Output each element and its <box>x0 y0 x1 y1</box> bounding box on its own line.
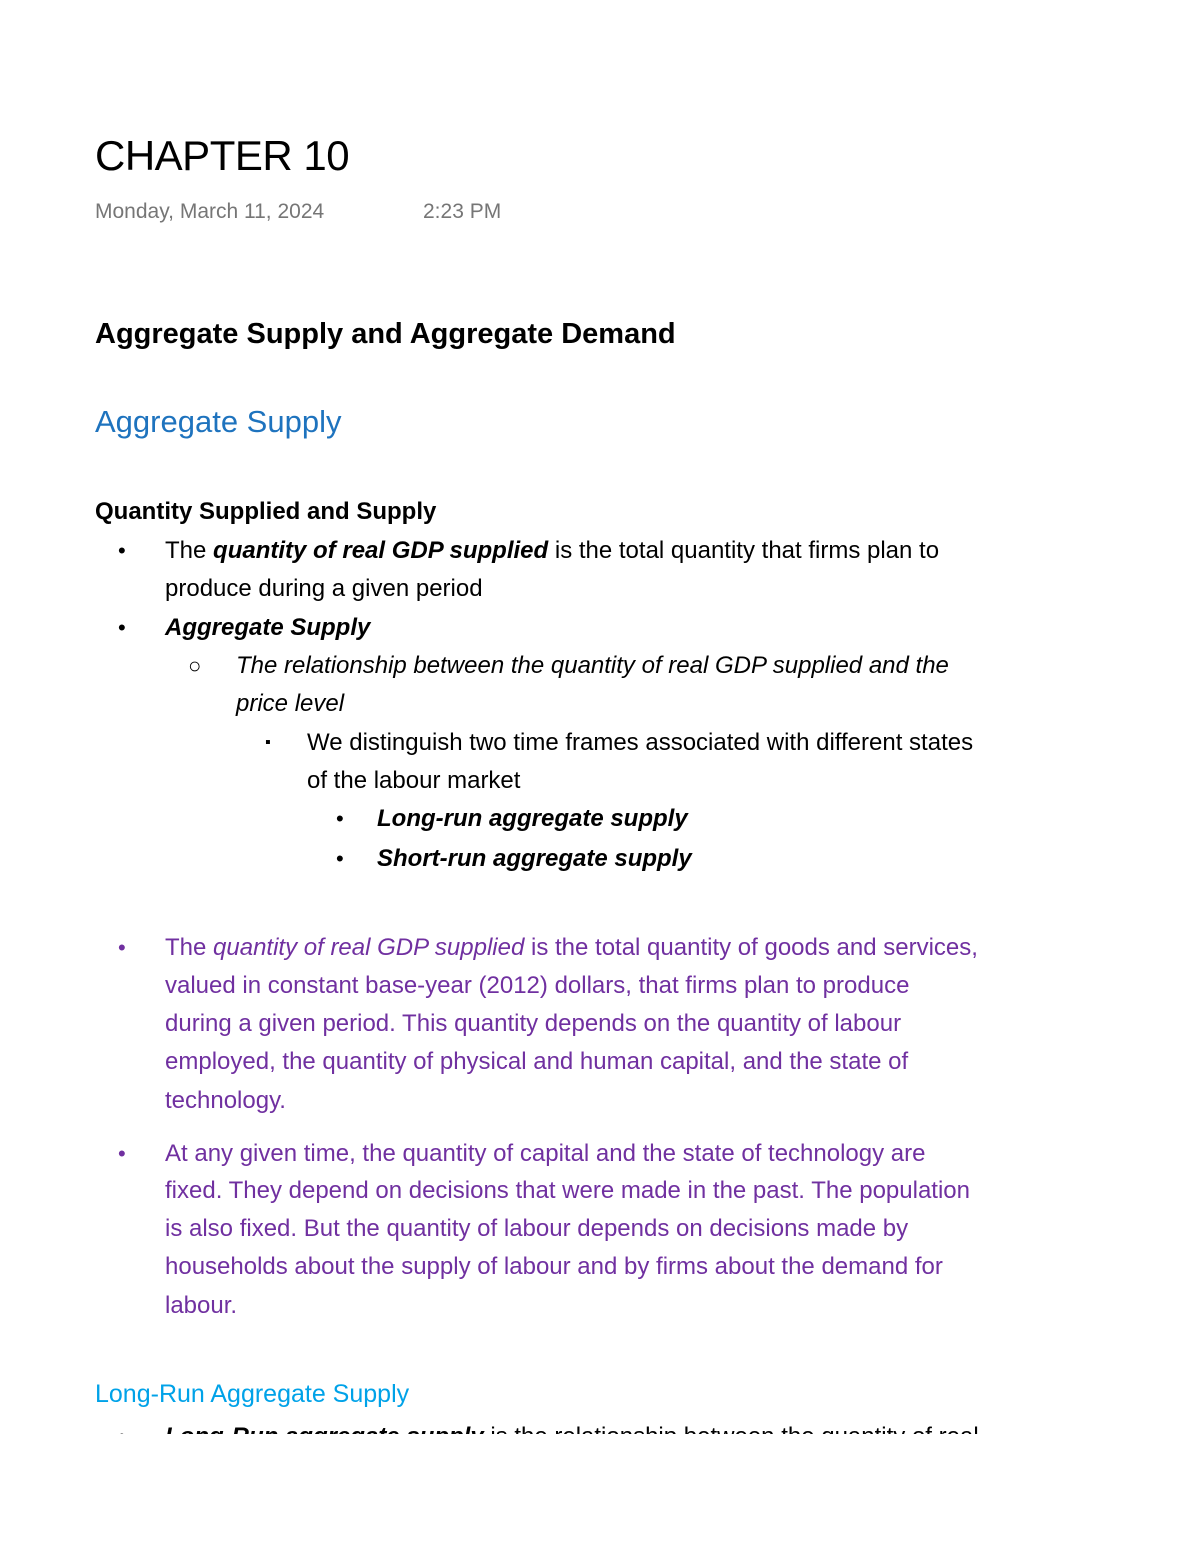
bullet-dot-icon: • <box>336 846 344 871</box>
main-heading: Aggregate Supply and Aggregate Demand <box>95 318 676 350</box>
page-meta <box>95 200 502 224</box>
purple-paragraph-line: valued in constant base-year (2012) dollars, that firms plan to produce <box>165 972 910 999</box>
bullet-dot-icon: • <box>118 538 126 563</box>
sub-bullet-continuation: price level <box>236 690 345 717</box>
purple-paragraph-line <box>165 929 978 967</box>
bullet-item-continuation: produce during a given period <box>165 575 483 602</box>
bullet-dot-icon: • <box>336 806 344 831</box>
bullet-item-quantity-supplied <box>165 532 939 570</box>
subsection-heading: Quantity Supplied and Supply <box>95 498 437 525</box>
text-segment: is the total quantity that firms plan to <box>548 537 940 564</box>
purple-paragraph-line: households about the supply of labour and by firms about the demand for <box>165 1253 943 1280</box>
text-segment: The <box>165 934 214 961</box>
purple-paragraph-line: during a given period. This quantity depends on the quantity of labour <box>165 1010 902 1037</box>
sub-bullet-definition: The relationship between the quantity of real GDP supplied and the <box>236 652 949 679</box>
purple-paragraph-line: fixed. They depend on decisions that were made in the past. The population <box>165 1177 970 1204</box>
bullet-dot-icon: • <box>118 935 126 960</box>
bullet-item-aggregate-supply: Aggregate Supply <box>165 614 371 641</box>
purple-paragraph-line: technology. <box>165 1087 286 1114</box>
purple-paragraph-line: employed, the quantity of physical and human capital, and the state of <box>165 1048 909 1075</box>
bullet-item-long-run: Long-run aggregate supply <box>377 805 688 832</box>
purple-paragraph-line: is also fixed. But the quantity of labour depends on decisions made by <box>165 1215 909 1242</box>
purple-paragraph-line: labour. <box>165 1292 238 1319</box>
text-segment: The <box>165 537 214 564</box>
page-bottom-cutoff <box>0 1434 1200 1553</box>
square-bullet-icon: ▪ <box>265 734 271 751</box>
purple-paragraph-line: At any given time, the quantity of capital and the state of technology are <box>165 1140 926 1167</box>
section-heading-aggregate-supply: Aggregate Supply <box>95 404 342 439</box>
page-title: CHAPTER 10 <box>95 132 350 179</box>
bullet-item-short-run: Short-run aggregate supply <box>377 845 692 872</box>
sub-sub-bullet-time-frames: We distinguish two time frames associated with different states <box>307 729 974 756</box>
bullet-dot-icon: • <box>118 615 126 640</box>
section-heading-long-run: Long-Run Aggregate Supply <box>95 1380 410 1408</box>
page-date: Monday, March 11, 2024 <box>95 200 325 223</box>
emphasis-term: quantity of real GDP supplied <box>213 934 525 961</box>
sub-sub-bullet-continuation: of the labour market <box>307 767 521 794</box>
bullet-dot-icon: • <box>118 1141 126 1166</box>
page-time: 2:23 PM <box>423 200 502 223</box>
emphasis-term: quantity of real GDP supplied <box>213 537 549 564</box>
text-segment: is the total quantity of goods and services, <box>524 934 978 961</box>
circle-bullet-icon: ○ <box>188 653 202 678</box>
